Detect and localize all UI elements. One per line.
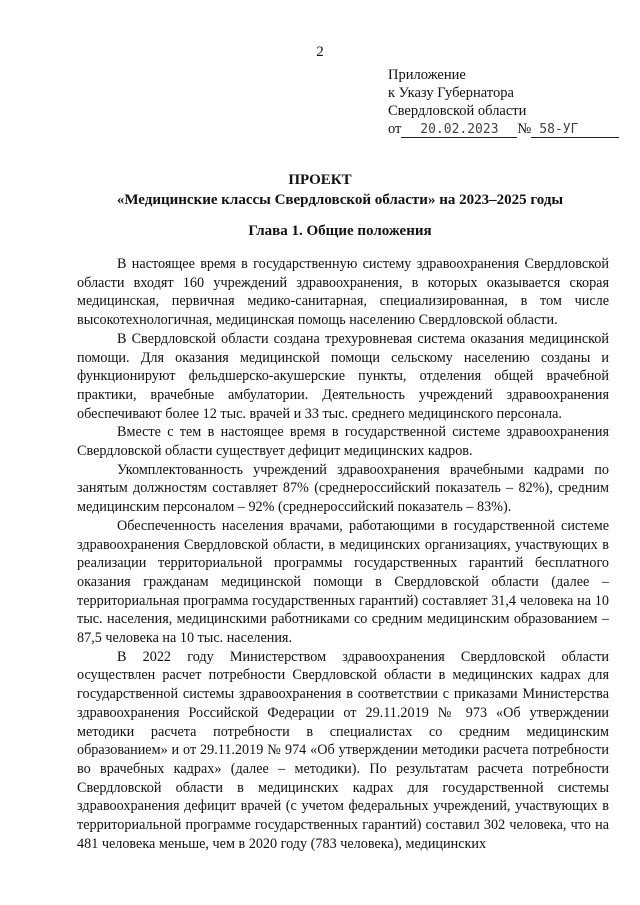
paragraph: Обеспеченность населения врачами, работающими в государственной системе здравоохранения Свердловской области, в медицинских организациях, участвующих в реализации территориальной программы государственных гарантий бесплатного оказания гражданам медицинской помощи в Свердловской области (далее – территориальная программа государственных гарантий) составляет 31,4 человека на 10 тыс. населения, медицинскими работниками со средним медицинским образованием – 87,5 человека на 10 тыс. населения.	[77, 517, 609, 647]
page-number: 2	[316, 44, 324, 60]
paragraph: Вместе с тем в настоящее время в государственной системе здравоохранения Свердловской области существует дефицит медицинских кадров.	[77, 424, 609, 460]
draft-label: ПРОЕКТ	[288, 172, 352, 188]
paragraph: В настоящее время в государственную систему здравоохранения Свердловской области входят 160 учреждений здравоохранения, в которых оказывается скорая медицинская, первичная медико-санитарная, специализированная, в том числе высокотехнологичная, медицинская помощь населению Свердловской области.	[77, 256, 609, 329]
paragraph: Укомплектованность учреждений здравоохранения врачебными кадрами по занятым должностям составляет 87% (среднероссийский показатель – 82%), средним медицинским персоналом – 92% (среднероссийский показатель – 83%).	[77, 461, 609, 516]
decree-number: 58-УГ	[531, 123, 619, 138]
paragraph: В 2022 году Министерством здравоохранения Свердловской области осуществлен расчет потребности Свердловской области в медицинских кадрах для государственной системы здравоохранения в соответствии с приказами Министерства здравоохранения Российской Федерации от 29.11.2019 № 973 «Об утверждении методики расчета потребности в специалистах со средним медицинским образованием» и от 29.11.2019 № 974 «Об утверждении методики расчета потребности во врачебных кадрах» (далее – методики). По результатам расчета потребности Свердловской области в медицинских кадрах для государственной системы здравоохранения дефицит врачей (с учетом федеральных учреждений, участвующих в территориальной программе государственных гарантий) составил 302 человека, что на 481 человека меньше, чем в 2020 году (783 человека), медицинских	[77, 648, 609, 852]
decree-date: 20.02.2023	[401, 123, 517, 138]
appendix-line-1: Приложение	[388, 67, 466, 83]
program-title: «Медицинские классы Свердловской области» на 2023–2025 годы	[116, 192, 564, 208]
chapter-heading: Глава 1. Общие положения	[248, 223, 432, 239]
appendix-line-3: Свердловской области	[388, 103, 527, 119]
document-title	[0, 170, 640, 210]
decree-date-number-line	[388, 120, 618, 138]
number-label: №	[517, 121, 532, 137]
appendix-block	[388, 66, 618, 138]
paragraph: В Свердловской области создана трехуровневая система оказания медицинской помощи. Для оказания медицинской помощи сельскому населению созданы и функционируют фельдшерско-акушерские пункты, отделения общей врачебной практики, врачебные амбулатории. Деятельность учреждений здравоохранения обеспечивают более 12 тыс. врачей и 33 тыс. среднего медицинского персонала.	[77, 330, 609, 422]
document-body	[77, 255, 609, 854]
from-label: от	[388, 121, 402, 137]
appendix-line-2: к Указу Губернатора	[388, 85, 514, 101]
